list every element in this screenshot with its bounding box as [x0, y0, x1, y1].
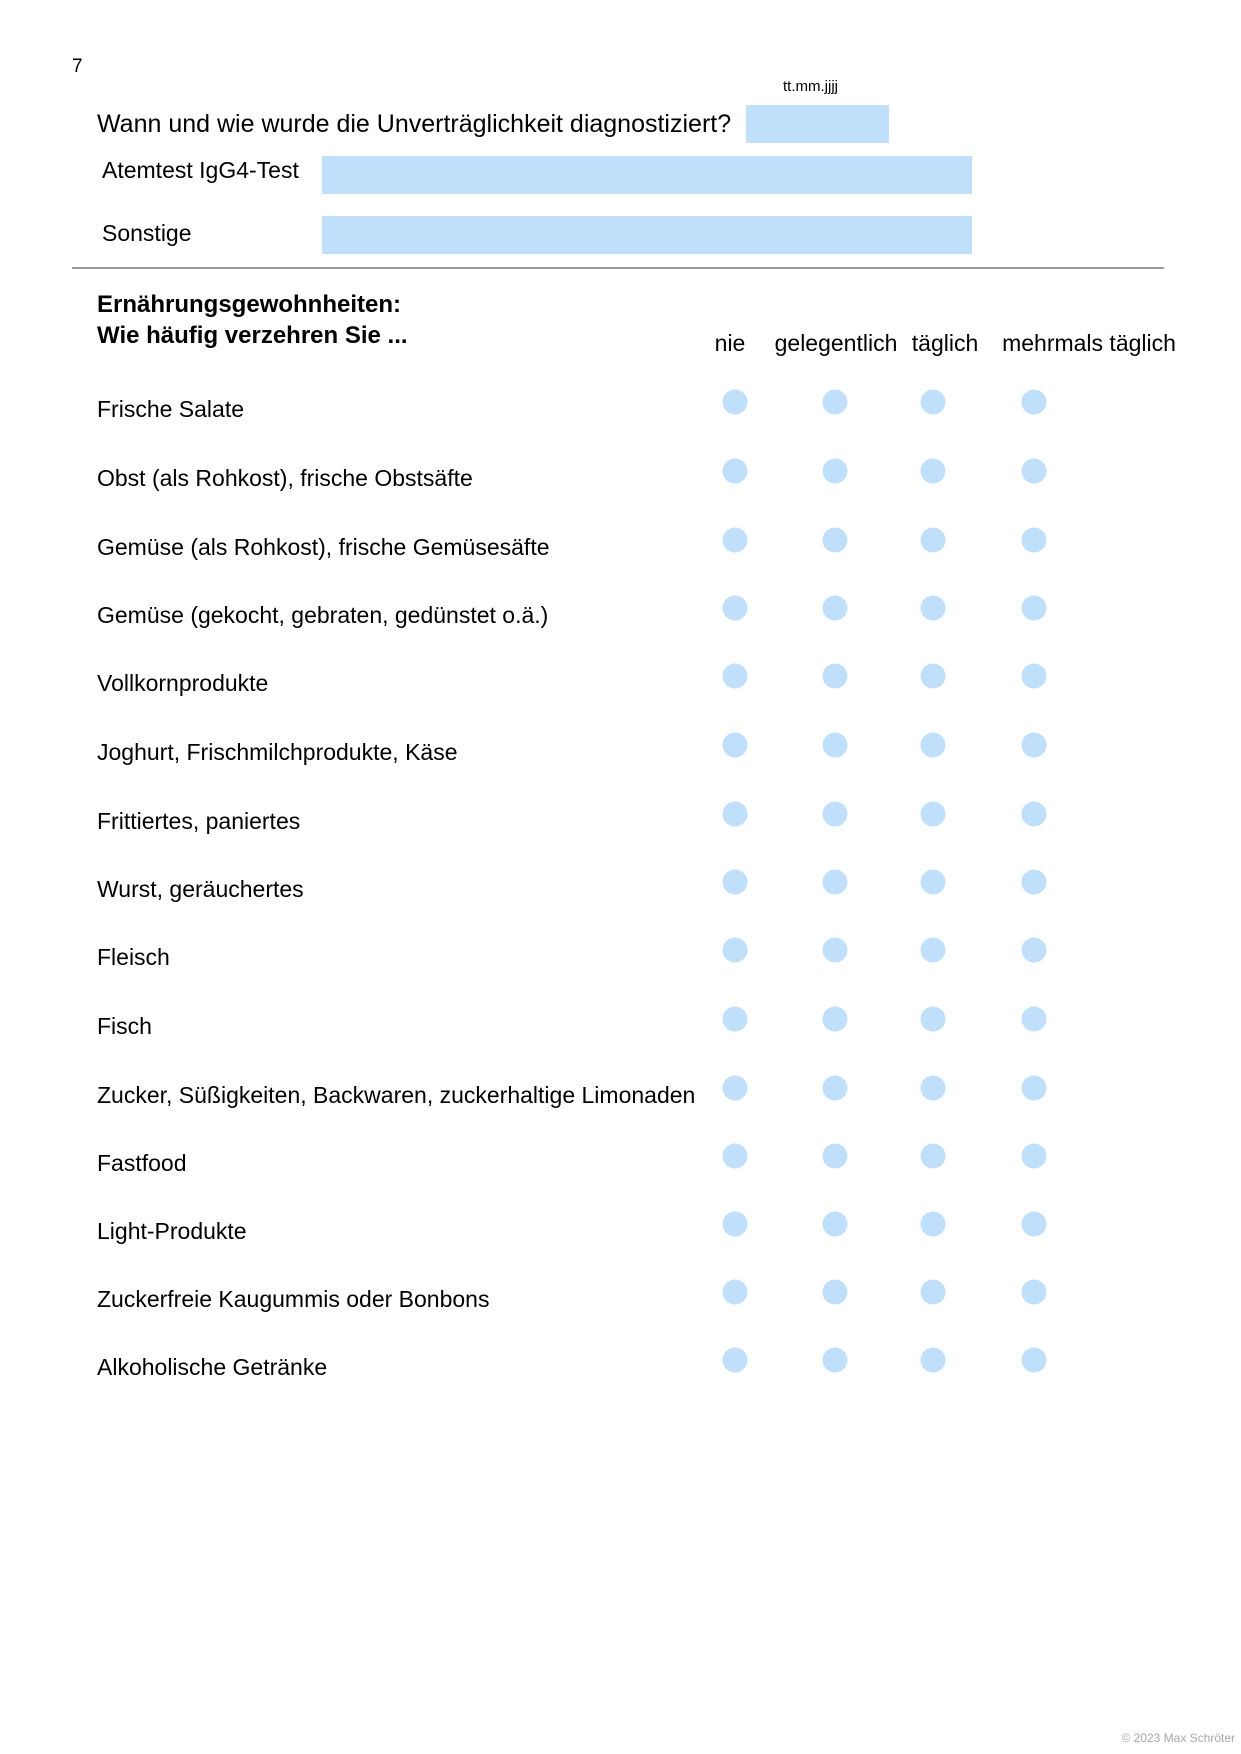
radio-gelegentlich[interactable] — [823, 1007, 848, 1032]
radio-gelegentlich[interactable] — [823, 664, 848, 689]
radio-nie[interactable] — [723, 1076, 748, 1101]
radio-nie[interactable] — [723, 596, 748, 621]
method-label-sonstige: Sonstige — [102, 220, 192, 246]
method-label-atemtest: Atemtest IgG4-Test — [102, 157, 299, 183]
food-item-label: Light-Produkte — [97, 1218, 247, 1244]
radio-gelegentlich[interactable] — [823, 528, 848, 553]
radio-gelegentlich[interactable] — [823, 1212, 848, 1237]
column-header-taeglich: täglich — [911, 330, 979, 356]
food-item-label: Gemüse (als Rohkost), frische Gemüsesäfte — [97, 534, 550, 560]
food-item-label: Frische Salate — [97, 396, 245, 422]
radio-mehrmals-taeglich[interactable] — [1022, 596, 1047, 621]
food-item-label: Vollkornprodukte — [97, 670, 269, 696]
radio-mehrmals-taeglich[interactable] — [1022, 1212, 1047, 1237]
nutrition-subheading: Wie häufig verzehren Sie ... — [97, 322, 408, 349]
radio-taeglich[interactable] — [921, 1212, 946, 1237]
radio-taeglich[interactable] — [921, 390, 946, 415]
radio-gelegentlich[interactable] — [823, 1348, 848, 1373]
food-item-label: Wurst, geräuchertes — [97, 876, 304, 902]
radio-mehrmals-taeglich[interactable] — [1022, 802, 1047, 827]
radio-nie[interactable] — [723, 390, 748, 415]
food-item-label: Gemüse (gekocht, gebraten, gedünstet o.ä.) — [97, 602, 549, 628]
radio-taeglich[interactable] — [921, 1076, 946, 1101]
radio-nie[interactable] — [723, 1144, 748, 1169]
radio-mehrmals-taeglich[interactable] — [1022, 1348, 1047, 1373]
diagnosis-question: Wann und wie wurde die Unverträglichkeit diagnostiziert? — [97, 110, 732, 138]
date-format-hint: tt.mm.jjjj — [783, 78, 838, 95]
radio-mehrmals-taeglich[interactable] — [1022, 733, 1047, 758]
radio-gelegentlich[interactable] — [823, 938, 848, 963]
radio-nie[interactable] — [723, 459, 748, 484]
radio-nie[interactable] — [723, 938, 748, 963]
radio-gelegentlich[interactable] — [823, 459, 848, 484]
food-item-label: Fisch — [97, 1013, 152, 1039]
radio-mehrmals-taeglich[interactable] — [1022, 1076, 1047, 1101]
sonstige-field[interactable] — [322, 216, 972, 254]
radio-taeglich[interactable] — [921, 870, 946, 895]
radio-nie[interactable] — [723, 802, 748, 827]
radio-gelegentlich[interactable] — [823, 596, 848, 621]
food-item-label: Zuckerfreie Kaugummis oder Bonbons — [97, 1286, 490, 1312]
radio-taeglich[interactable] — [921, 802, 946, 827]
radio-nie[interactable] — [723, 733, 748, 758]
column-header-nie: nie — [714, 330, 746, 356]
radio-mehrmals-taeglich[interactable] — [1022, 1007, 1047, 1032]
column-header-mehrmals-taeglich: mehrmals täglich — [1002, 330, 1176, 356]
radio-mehrmals-taeglich[interactable] — [1022, 1144, 1047, 1169]
radio-nie[interactable] — [723, 1007, 748, 1032]
column-header-gelegentlich: gelegentlich — [774, 330, 898, 356]
radio-taeglich[interactable] — [921, 733, 946, 758]
radio-nie[interactable] — [723, 1212, 748, 1237]
radio-taeglich[interactable] — [921, 1144, 946, 1169]
food-item-label: Alkoholische Getränke — [97, 1354, 328, 1380]
food-item-label: Fastfood — [97, 1150, 187, 1176]
copyright-footer: © 2023 Max Schröter — [1121, 1731, 1235, 1745]
radio-mehrmals-taeglich[interactable] — [1022, 870, 1047, 895]
radio-gelegentlich[interactable] — [823, 870, 848, 895]
radio-gelegentlich[interactable] — [823, 1280, 848, 1305]
radio-mehrmals-taeglich[interactable] — [1022, 938, 1047, 963]
radio-mehrmals-taeglich[interactable] — [1022, 390, 1047, 415]
food-item-label: Fleisch — [97, 944, 170, 970]
radio-nie[interactable] — [723, 664, 748, 689]
radio-taeglich[interactable] — [921, 528, 946, 553]
radio-nie[interactable] — [723, 528, 748, 553]
radio-taeglich[interactable] — [921, 459, 946, 484]
radio-taeglich[interactable] — [921, 1007, 946, 1032]
nutrition-heading: Ernährungsgewohnheiten: — [97, 291, 402, 318]
radio-nie[interactable] — [723, 1280, 748, 1305]
radio-mehrmals-taeglich[interactable] — [1022, 664, 1047, 689]
section-divider — [72, 267, 1164, 269]
radio-mehrmals-taeglich[interactable] — [1022, 528, 1047, 553]
radio-gelegentlich[interactable] — [823, 1144, 848, 1169]
food-item-label: Obst (als Rohkost), frische Obstsäfte — [97, 465, 473, 491]
radio-gelegentlich[interactable] — [823, 1076, 848, 1101]
radio-mehrmals-taeglich[interactable] — [1022, 459, 1047, 484]
radio-taeglich[interactable] — [921, 664, 946, 689]
atemtest-igg4-field[interactable] — [322, 156, 972, 194]
radio-nie[interactable] — [723, 870, 748, 895]
food-item-label: Joghurt, Frischmilchprodukte, Käse — [97, 739, 458, 765]
radio-taeglich[interactable] — [921, 596, 946, 621]
radio-gelegentlich[interactable] — [823, 733, 848, 758]
radio-taeglich[interactable] — [921, 938, 946, 963]
radio-nie[interactable] — [723, 1348, 748, 1373]
diagnosis-date-field[interactable] — [746, 105, 889, 143]
page-number: 7 — [72, 56, 83, 77]
food-item-label: Zucker, Süßigkeiten, Backwaren, zuckerhaltige Limonaden — [97, 1082, 696, 1108]
radio-taeglich[interactable] — [921, 1280, 946, 1305]
radio-taeglich[interactable] — [921, 1348, 946, 1373]
radio-gelegentlich[interactable] — [823, 802, 848, 827]
radio-gelegentlich[interactable] — [823, 390, 848, 415]
radio-mehrmals-taeglich[interactable] — [1022, 1280, 1047, 1305]
food-item-label: Frittiertes, paniertes — [97, 808, 301, 834]
